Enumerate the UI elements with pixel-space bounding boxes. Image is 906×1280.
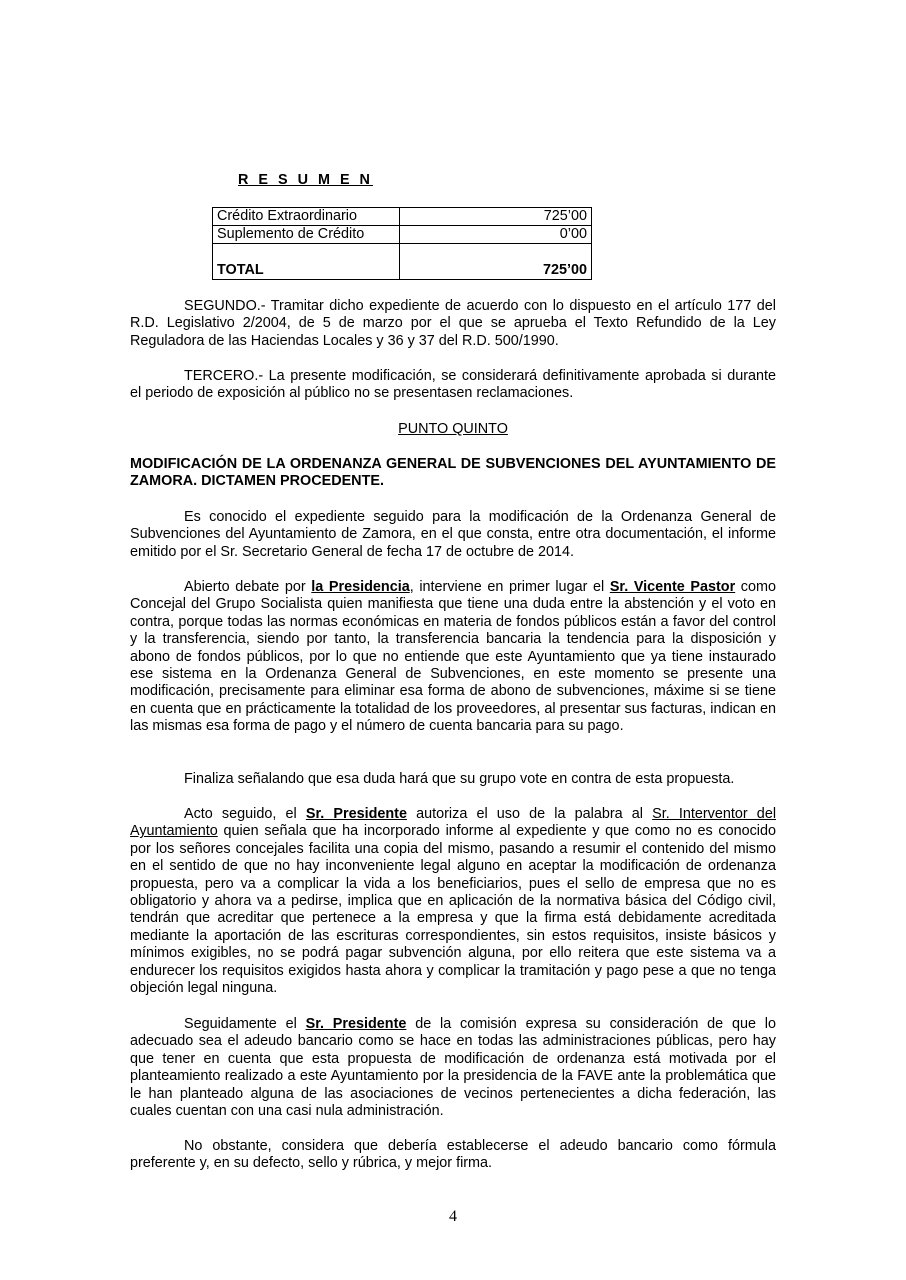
row-value: 725’00 (400, 208, 592, 226)
section-title (130, 421, 776, 438)
text-underline: Sr. Interventor del Ayuntamiento (130, 806, 777, 840)
table-row (213, 208, 592, 226)
text-span: Abierto debate por (184, 579, 312, 595)
text-emphasis: Sr. Presidente (305, 806, 407, 822)
row-label: Crédito Extraordinario (213, 208, 400, 226)
total-label: TOTAL (213, 244, 400, 280)
resumen-table (212, 207, 592, 280)
text-span: de la comisión expresa su consideración de que lo adecuado sea el adeudo bancario como se hace en todas las administraciones públicas, pero hay que tener en cuenta que esta propuesta de modificación de ordenanza está motivada por el planteamiento realizado a este Ayuntamiento por la presidencia de la FAVE ante la problemática que le han planteado alguna de las asociaciones de vecinos pertenecientes a dicha federación, las cuales cuentan con una casi nula administración. (130, 1016, 776, 1120)
punto-title: PUNTO QUINTO (398, 421, 508, 437)
text-emphasis: Sr. Presidente (305, 1016, 407, 1032)
text-emphasis: Sr. Vicente Pastor (609, 579, 736, 595)
text-span: , interviene en primer lugar el (409, 579, 610, 595)
row-value: 0’00 (400, 226, 592, 244)
text-emphasis: la Presidencia (311, 579, 410, 595)
paragraph-4 (130, 806, 776, 997)
paragraph-6: No obstante, considera que debería establecerse el adeudo bancario como fórmula preferente y, en su defecto, sello y rúbrica, y mejor firma. (130, 1138, 776, 1172)
table-row (213, 226, 592, 244)
table-row-total (213, 244, 592, 280)
paragraph-1: Es conocido el expediente seguido para la modificación de la Ordenanza General de Subvenciones del Ayuntamiento de Zamora, en el que consta, entre otra documentación, el informe emitido por el Sr. Secretario General de fecha 17 de octubre de 2014. (130, 509, 776, 560)
paragraph-3: Finaliza señalando que esa duda hará que su grupo vote en contra de esta propuesta. (184, 771, 735, 787)
section-heading: MODIFICACIÓN DE LA ORDENANZA GENERAL DE SUBVENCIONES DEL AYUNTAMIENTO DE ZAMORA. DICTAMEN PROCEDENTE. (130, 456, 776, 490)
total-value: 725’00 (400, 244, 592, 280)
paragraph-5 (130, 1016, 776, 1120)
text-span: Seguidamente el (184, 1016, 306, 1032)
paragraph-segundo: SEGUNDO.- Tramitar dicho expediente de acuerdo con lo dispuesto en el artículo 177 del R.D. Legislativo 2/2004, de 5 de marzo por el que se aprueba el Texto Refundido de la Ley Reguladora de las Haciendas Locales y 36 y 37 del R.D. 500/1990. (130, 298, 776, 349)
paragraph-2 (130, 579, 776, 736)
text-span: como Concejal del Grupo Socialista quien manifiesta que tiene una duda entre la abstención y el voto en contra, porque todas las normas económicas en materia de fondos públicos están a favor del control y la transferencia, siendo por tanto, la transferencia bancaria la tendencia para la disposición y abono de fondos públicos, por lo que no entiende que este Ayuntamiento que ya tiene instaurado ese sistema en la Ordenanza General de Subvenciones, en este momento se presente una modificación, precisamente para eliminar esa forma de abono de subvenciones, máxime si se tiene en cuenta que en prácticamente la totalidad de los proveedores, al presentar sus facturas, indican en las mismas esa forma de pago y el número de cuenta bancaria para su pago. (130, 579, 776, 735)
resumen-title: R E S U M E N (238, 172, 373, 188)
text-span: Acto seguido, el (184, 806, 306, 822)
row-label: Suplemento de Crédito (213, 226, 400, 244)
page-number: 4 (449, 1208, 457, 1225)
paragraph-tercero: TERCERO.- La presente modificación, se considerará definitivamente aprobada si durante el periodo de exposición al público no se presentasen reclamaciones. (130, 368, 776, 402)
text-span: quien señala que ha incorporado informe al expediente y que como no es conocido por los señores concejales facilita una copia del mismo, pasando a resumir el contenido del mismo en el sentido de que no hay inconveniente legal alguno en aceptar la modificación de ordenanza propuesta, pero va a complicar la vida a los beneficiarios, pues el sello de empresa que no es obligatorio y ahora va a pedirse, implica que en aplicación de la normativa básica del Código civil, tendrán que acreditar que pertenece a la empresa y que la firma está debidamente acreditada mediante la aportación de las escrituras correspondientes, sin estos requisitos, insiste básicos y mínimos exigibles, no se podrá pagar subvención alguna, por ello reitera que este sistema va a endurecer los requisitos exigidos hasta ahora y complicar la tramitación y pago pese a que no tenga objeción legal ninguna. (130, 823, 776, 997)
text-span: autoriza el uso de la palabra al (406, 806, 653, 822)
